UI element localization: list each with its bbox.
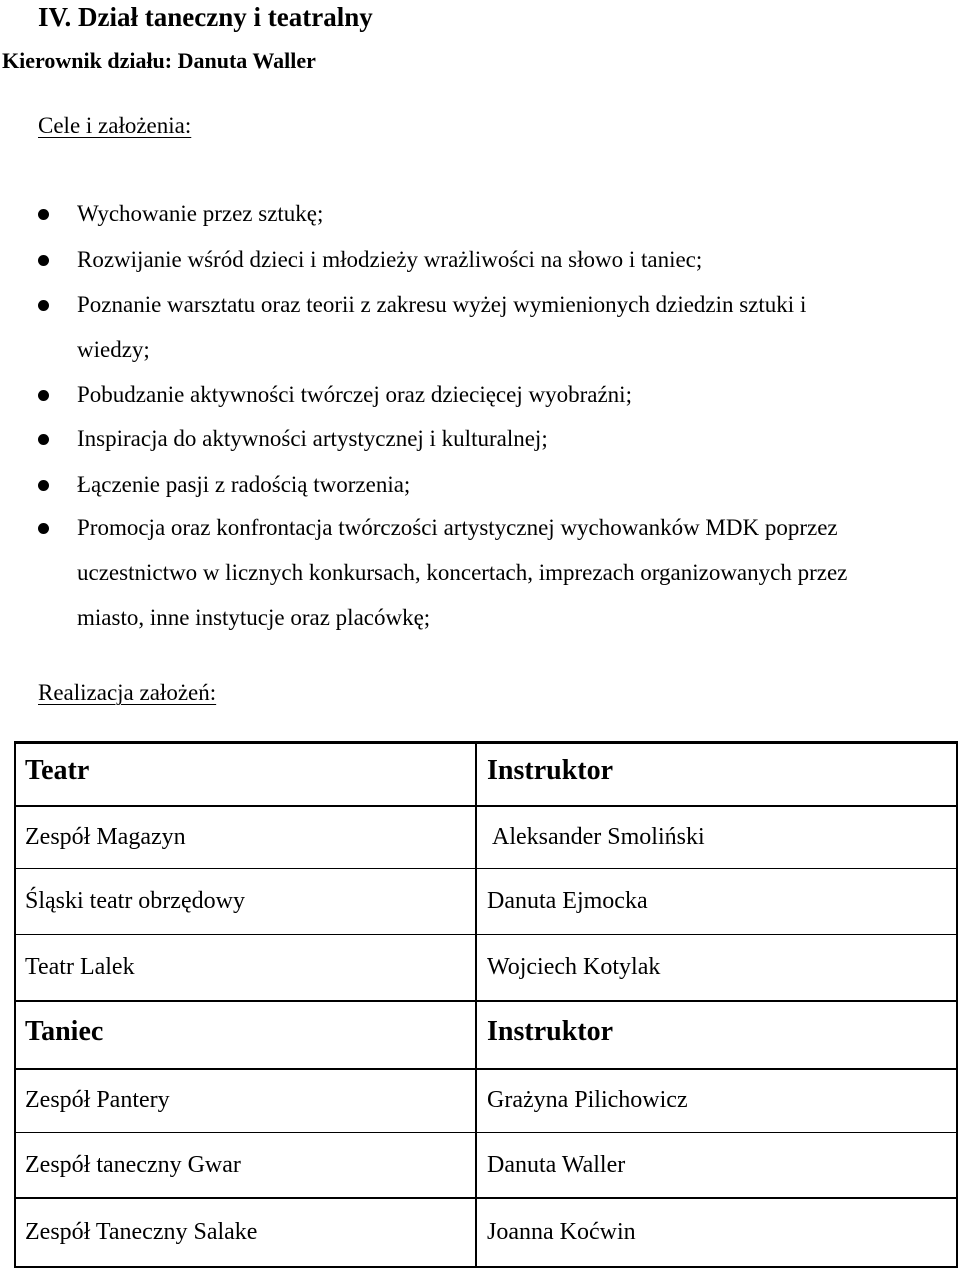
goal-text: Inspiracja do aktywności artystycznej i kulturalnej; — [77, 426, 548, 451]
table-cell-group: Teatr Lalek — [25, 954, 135, 980]
table-rule — [14, 934, 958, 935]
goal-text: Łączenie pasji z radością tworzenia; — [77, 472, 411, 497]
table-rule — [14, 1266, 958, 1268]
table-cell-instructor: Joanna Koćwin — [487, 1219, 636, 1245]
bullet-icon — [38, 209, 49, 220]
table-column-header: Instruktor — [487, 1016, 614, 1047]
table-cell-group: Zespół taneczny Gwar — [25, 1152, 241, 1178]
goal-text: Poznanie warsztatu oraz teorii z zakresu wyżej wymienionych dziedzin sztuki i — [77, 292, 807, 317]
goals-heading: Cele i założenia: — [38, 113, 192, 138]
table-section-header: Taniec — [25, 1016, 104, 1047]
table-cell-group: Zespół Pantery — [25, 1087, 170, 1113]
table-border — [956, 741, 958, 1268]
table-rule — [14, 741, 958, 744]
bullet-icon — [38, 300, 49, 311]
table-cell-group: Zespół Taneczny Salake — [25, 1219, 258, 1245]
table-section-header: Teatr — [25, 755, 90, 786]
table-border — [14, 741, 16, 1268]
table-cell-group: Zespół Magazyn — [25, 824, 186, 850]
head-of-department: Kierownik działu: Danuta Waller — [2, 48, 316, 73]
goal-text: Wychowanie przez sztukę; — [77, 201, 324, 226]
table-rule — [14, 1068, 958, 1070]
table-cell-group: Śląski teatr obrzędowy — [25, 888, 245, 914]
table-cell-instructor: Wojciech Kotylak — [487, 954, 661, 980]
table-cell-instructor: Grażyna Pilichowicz — [487, 1087, 688, 1113]
section-title: IV. Dział taneczny i teatralny — [38, 2, 373, 32]
goal-text: Rozwijanie wśród dzieci i młodzieży wrażliwości na słowo i taniec; — [77, 247, 703, 272]
bullet-icon — [38, 523, 49, 534]
goal-text: wiedzy; — [77, 337, 150, 362]
bullet-icon — [38, 434, 49, 445]
bullet-icon — [38, 480, 49, 491]
table-rule — [14, 1197, 958, 1199]
goal-text: miasto, inne instytucje oraz placówkę; — [77, 605, 431, 630]
bullet-icon — [38, 390, 49, 401]
realization-heading: Realizacja założeń: — [38, 680, 217, 705]
table-divider — [475, 741, 477, 1268]
table-column-header: Instruktor — [487, 755, 614, 786]
goal-text: Promocja oraz konfrontacja twórczości artystycznej wychowanków MDK poprzez — [77, 515, 838, 540]
bullet-icon — [38, 255, 49, 266]
table-cell-instructor: Aleksander Smoliński — [492, 824, 705, 850]
table-cell-instructor: Danuta Waller — [487, 1152, 626, 1178]
goal-text: Pobudzanie aktywności twórczej oraz dziecięcej wyobraźni; — [77, 382, 632, 407]
table-rule — [14, 1132, 958, 1133]
goal-text: uczestnictwo w licznych konkursach, koncertach, imprezach organizowanych przez — [77, 560, 848, 585]
table-rule — [14, 868, 958, 869]
table-rule — [14, 805, 958, 807]
table-cell-instructor: Danuta Ejmocka — [487, 888, 648, 914]
table-rule — [14, 1000, 958, 1002]
